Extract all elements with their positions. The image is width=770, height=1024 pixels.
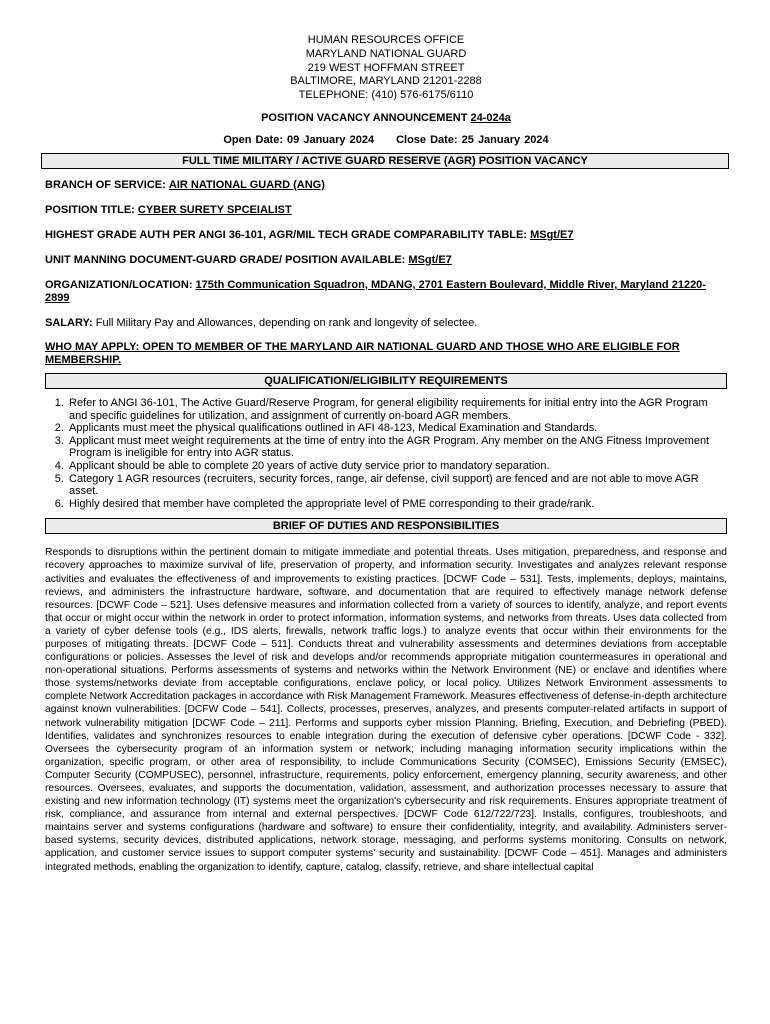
salary-label: SALARY: <box>45 316 93 329</box>
umd-value: MSgt/E7 <box>408 253 452 266</box>
organization-location: ORGANIZATION/LOCATION: 175th Communication Squadron, MDANG, 2701 Eastern Boulevard, Middle River, Maryland 21220-2899 <box>45 278 706 304</box>
announcement-number: 24-024a <box>470 111 511 124</box>
qualification-item: 4. Applicant should be able to complete 20 years of active duty service prior to mandatory separation. <box>67 460 727 473</box>
org-label: ORGANIZATION/LOCATION <box>45 278 189 291</box>
header-line-street: 219 WEST HOFFMAN STREET <box>307 61 465 74</box>
qualification-item: 1. Refer to ANGI 36-101, The Active Guard/Reserve Program, for general eligibility requirements for initial entry into the AGR Program and specific guidelines for utilization, and assignment of currently on-board AGR members. <box>67 397 727 422</box>
duties-heading: BRIEF OF DUTIES AND RESPONSIBILITIES <box>45 518 727 534</box>
qualifications-list <box>45 397 727 510</box>
close-date: Close Date: 25 January 2024 <box>396 133 549 146</box>
header-line-guard: MARYLAND NATIONAL GUARD <box>305 47 467 60</box>
qualification-item: 5. Category 1 AGR resources (recruiters, security forces, range, air defense, civil support) are fenced and are not able to move AGR asset. <box>67 473 727 498</box>
who-may-apply: WHO MAY APPLY: OPEN TO MEMBER OF THE MARYLAND AIR NATIONAL GUARD AND THOSE WHO ARE ELIGIBLE FOR MEMBERSHIP. <box>45 340 680 366</box>
grade-label: HIGHEST GRADE AUTH PER ANGI 36-101, AGR/MIL TECH GRADE COMPARABILITY TABLE: <box>45 228 527 241</box>
duties-paragraph: Responds to disruptions within the pertinent domain to mitigate immediate and potential threats. Uses mitigation, preparedness, and response and recovery approaches to maximize survival of life, preservation of property, and information security. Investigates and analyzes relevant response activities and evaluates the effectiveness of and improvements to existing practices. [DCWF Code – 531]. Tests, implements, deploys, maintains, reviews, and administers the infrastructure hardware, software, and documentation that are required to effectively manage network defense resources. [DCWF Code – 521]. Uses defensive measures and information collected from a variety of sources to identify, analyze, and report events that occur or might occur within the network in order to protect information, information systems, and networks from threats. Uses data collected from a variety of cyber defense tools (e.g., IDS alerts, firewalls, network traffic logs.) to analyze events that occur within their environments for the purposes of mitigating threats. [DCWF Code – 511]. Conducts threat and vulnerability assessments and determines deviations from acceptable configurations or policies. Assesses the level of risk and develops and/or recommends appropriate mitigation countermeasures in operational and non-operational situations. Performs assessments of systems and networks within the Network Environment (NE) or enclave and identifies where those systems/networks deviate from acceptable configurations, enclave policy, or local policy. Utilizes Network Environment assessments to complete Network Accreditation packages in accordance with Risk Management Framework. Measures effectiveness of defense-in-depth architecture against known vulnerabilities. [DCFW Code – 541]. Collects, processes, preserves, analyzes, and presents computer-related artifacts in support of network vulnerability mitigation [DCWF Code – 211]. Performs and supports cyber mission Planning, Briefing, Execution, and Debriefing (PBED). Identifies, validates and synchronizes resources to enable integration during the execution of defensive cyber operations. [DCWF Code - 332]. Oversees the cybersecurity program of an information system or network; including managing information security implications within the organization, specific program, or other area of responsibility, to include Communications Security (COMSEC), Emissions Security (EMSEC), Computer Security (COMPUSEC), personnel, infrastructure, requirements, policy enforcement, emergency planning, security awareness, and other resources. Oversees, evaluates, and supports the documentation, validation, assessment, and authorization processes necessary to assure that existing and new information technology (IT) systems meet the organization's cybersecurity and risk requirements. Ensures appropriate treatment of risk, compliance, and assurance from internal and external perspectives. [DCWF Code 612/722/723]. Installs, configures, troubleshoots, and maintains server and systems configurations (hardware and software) to ensure their confidentiality, integrity, and availability. Administers server-based systems, security devices, distributed applications, network storage, messaging, and performs systems monitoring. Consults on network, application, and customer service issues to support computer systems' security and sustainability. [DCWF Code – 451]. Manages and administers integrated methods, enabling the organization to identify, capture, catalog, classify, retrieve, and share intellectual capital <box>45 547 727 873</box>
title-label: POSITION TITLE: <box>45 203 135 216</box>
branch-of-service <box>45 179 727 192</box>
qualification-item: 6. Highly desired that member have completed the appropriate level of PME corresponding to their grade/rank. <box>67 498 727 511</box>
unit-manning <box>45 254 727 267</box>
qualification-item: 3. Applicant must meet weight requirements at the time of entry into the AGR Program. Any member on the ANG Fitness Improvement Program is ineligible for entry into AGR status. <box>67 435 727 460</box>
open-date: Open Date: 09 January 2024 <box>223 133 375 146</box>
header-line-city: BALTIMORE, MARYLAND 21201-2288 <box>290 75 482 88</box>
qualification-item: 2. Applicants must meet the physical qualifications outlined in AFI 48-123, Medical Examination and Standards. <box>67 422 727 435</box>
announcement-dates <box>45 134 727 146</box>
branch-label: BRANCH OF SERVICE: <box>45 178 166 191</box>
vacancy-banner: FULL TIME MILITARY / ACTIVE GUARD RESERVE (AGR) POSITION VACANCY <box>41 153 729 169</box>
position-title <box>45 204 727 217</box>
grade-value: MSgt/E7 <box>530 228 574 241</box>
branch-value: AIR NATIONAL GUARD (ANG) <box>168 178 325 191</box>
header-line-telephone: TELEPHONE: (410) 576-6175/6110 <box>298 89 474 102</box>
umd-label: UNIT MANNING DOCUMENT-GUARD GRADE/ POSITION AVAILABLE: <box>45 253 406 266</box>
office-header <box>45 34 727 103</box>
qualifications-heading: QUALIFICATION/ELIGIBILITY REQUIREMENTS <box>45 373 727 389</box>
announcement-title <box>45 112 727 124</box>
document-page <box>45 34 727 874</box>
salary-value: Full Military Pay and Allowances, depending on rank and longevity of selectee. <box>95 316 478 329</box>
org-value: 175th Communication Squadron, MDANG, 2701 Eastern Boulevard, Middle River, Maryland 21220-2899 <box>45 278 706 304</box>
salary <box>45 317 727 330</box>
header-line-office: HUMAN RESOURCES OFFICE <box>307 34 465 46</box>
announcement-label: POSITION VACANCY ANNOUNCEMENT <box>261 111 468 124</box>
highest-grade <box>45 229 727 242</box>
title-value: CYBER SURETY SPCEIALIST <box>137 203 292 216</box>
